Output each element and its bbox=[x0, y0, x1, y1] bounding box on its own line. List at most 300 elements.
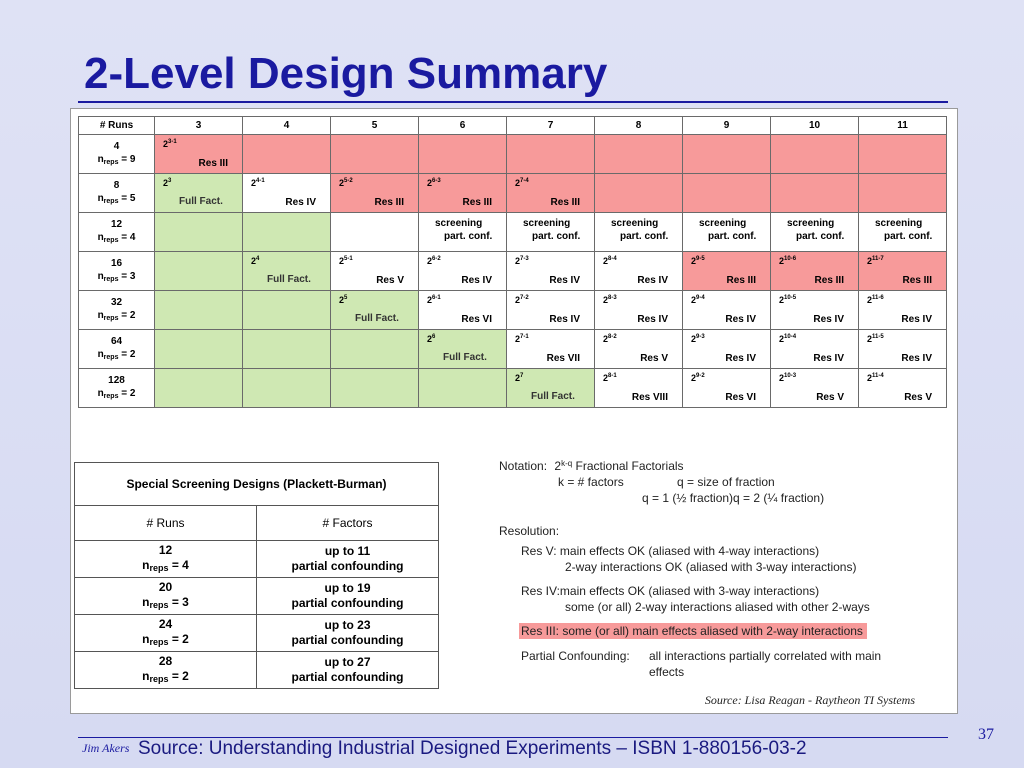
design-exponent: 7-4 bbox=[520, 178, 529, 184]
pb-runs: 24 bbox=[158, 616, 173, 631]
design-cell bbox=[243, 135, 331, 174]
design-notation: 2$^{8-3}$ bbox=[603, 295, 617, 305]
design-cell-content bbox=[507, 291, 594, 329]
design-cell bbox=[771, 135, 859, 174]
design-exponent: 3 bbox=[168, 178, 172, 184]
design-exponent: 9-3 bbox=[696, 334, 705, 340]
design-cell-content bbox=[859, 291, 946, 329]
design-cell bbox=[859, 252, 947, 291]
design-notation: 2$^{11-7}$ bbox=[867, 256, 884, 266]
reps-value: 5 bbox=[129, 192, 136, 204]
design-cell-content bbox=[243, 135, 330, 173]
design-exponent: 7 bbox=[520, 373, 524, 379]
design-exponent: 8-2 bbox=[608, 334, 617, 340]
design-cell-content bbox=[859, 174, 946, 212]
design-cell-content bbox=[859, 330, 946, 368]
res-iii-highlight: Res III: some (or all) main effects aliased with 2-way interactions bbox=[519, 623, 867, 639]
design-cell-content bbox=[243, 252, 330, 290]
design-cell-content bbox=[155, 213, 242, 251]
screening-text: screening bbox=[875, 218, 923, 229]
design-cell bbox=[243, 369, 331, 408]
pb-factors: up to 11 bbox=[324, 544, 371, 558]
pb-title: Special Screening Designs (Plackett-Burman) bbox=[75, 463, 439, 506]
image-source-credit: Source: Lisa Reagan - Raytheon TI Systems bbox=[704, 693, 915, 707]
design-cell-content bbox=[507, 174, 594, 212]
design-cell-content bbox=[331, 213, 418, 251]
reps-value: 3 bbox=[129, 270, 136, 282]
row-reps: $n_{reps} = 5$ bbox=[97, 192, 136, 205]
design-resolution: Res VI bbox=[461, 314, 492, 325]
pb-factors-cell bbox=[257, 652, 439, 689]
design-cell-content bbox=[331, 174, 418, 212]
design-cell bbox=[683, 174, 771, 213]
pb-runs-cell bbox=[75, 578, 257, 615]
pb-row bbox=[75, 541, 439, 578]
design-cell-content bbox=[683, 291, 770, 329]
pb-confounding: partial confounding bbox=[291, 633, 404, 647]
pb-factors-cell bbox=[257, 578, 439, 615]
pb-runs-cell bbox=[75, 652, 257, 689]
design-resolution: Res IV bbox=[725, 314, 756, 325]
design-cell-content bbox=[595, 291, 682, 329]
res-v-line-2: 2-way interactions OK (aliased with 3-way interactions) bbox=[565, 560, 857, 574]
design-cell bbox=[507, 135, 595, 174]
design-notation: 2$^{6-1}$ bbox=[427, 295, 441, 305]
design-notation: $2^5$ bbox=[339, 295, 348, 305]
design-notation: 2$^{9-5}$ bbox=[691, 256, 705, 266]
design-notation: 2$^{6-3}$ bbox=[427, 178, 441, 188]
row-header bbox=[79, 174, 155, 213]
row-header bbox=[79, 369, 155, 408]
design-notation: 2$^{9-4}$ bbox=[691, 295, 705, 305]
reps-subscript: reps bbox=[149, 562, 169, 573]
design-exponent: 9-4 bbox=[696, 295, 705, 301]
design-resolution: Res V bbox=[904, 392, 932, 403]
design-cell-content bbox=[683, 252, 770, 290]
pb-runs: 20 bbox=[158, 579, 173, 594]
design-cell bbox=[243, 213, 331, 252]
design-cell-content bbox=[419, 369, 506, 407]
design-cell bbox=[507, 213, 595, 252]
column-header: 7 bbox=[507, 117, 595, 135]
notation-rest: Fractional Factorials bbox=[572, 459, 684, 473]
design-exponent: 9-2 bbox=[696, 373, 705, 379]
design-exponent: 7-3 bbox=[520, 256, 529, 262]
design-resolution: Res III bbox=[726, 275, 756, 286]
design-resolution: Res IV bbox=[901, 353, 932, 364]
design-cell-content bbox=[683, 369, 770, 407]
design-resolution: Res IV bbox=[285, 197, 316, 208]
design-cell bbox=[771, 291, 859, 330]
design-notation: 2$^{11-4}$ bbox=[867, 373, 884, 383]
pb-reps-value: 4 bbox=[182, 557, 189, 572]
design-cell-content bbox=[859, 369, 946, 407]
design-resolution: Res V bbox=[376, 275, 404, 286]
design-cell bbox=[859, 330, 947, 369]
design-notation: $2^3$ bbox=[163, 178, 172, 188]
design-exponent: 6 bbox=[432, 334, 436, 340]
design-cell-content bbox=[243, 291, 330, 329]
content-panel bbox=[70, 108, 958, 714]
design-exponent: 7-1 bbox=[520, 334, 529, 340]
design-cell-content bbox=[331, 135, 418, 173]
screening-label bbox=[875, 217, 932, 243]
reps-subscript: reps bbox=[103, 314, 119, 322]
design-resolution: Res III bbox=[374, 197, 404, 208]
table-row bbox=[79, 135, 947, 174]
design-cell bbox=[331, 252, 419, 291]
design-cell bbox=[419, 135, 507, 174]
design-resolution: Full Fact. bbox=[179, 196, 223, 207]
pb-factors-cell bbox=[257, 541, 439, 578]
design-cell bbox=[243, 252, 331, 291]
design-resolution: Full Fact. bbox=[531, 391, 575, 402]
table-row bbox=[79, 291, 947, 330]
design-resolution: Res IV bbox=[637, 314, 668, 325]
design-cell-content bbox=[155, 369, 242, 407]
pb-runs: 28 bbox=[158, 653, 173, 668]
table-row bbox=[79, 369, 947, 408]
design-cell bbox=[331, 330, 419, 369]
pb-row bbox=[75, 615, 439, 652]
design-cell-content bbox=[507, 369, 594, 407]
screening-text: screening bbox=[699, 218, 747, 229]
design-notation: 2$^{7-3}$ bbox=[515, 256, 529, 266]
row-reps: $n_{reps} = 2$ bbox=[97, 348, 136, 361]
row-reps: $n_{reps} = 2$ bbox=[97, 309, 136, 322]
row-header bbox=[79, 135, 155, 174]
design-exponent: 4-1 bbox=[256, 178, 265, 184]
design-resolution: Full Fact. bbox=[443, 352, 487, 363]
design-cell-content bbox=[507, 330, 594, 368]
reps-subscript: reps bbox=[149, 636, 169, 647]
design-resolution: Res III bbox=[814, 275, 844, 286]
design-cell bbox=[859, 174, 947, 213]
slide-title: 2-Level Design Summary bbox=[84, 49, 608, 98]
reps-value: 2 bbox=[129, 309, 136, 321]
reps-value: 9 bbox=[129, 153, 136, 165]
design-resolution: Res III bbox=[462, 197, 492, 208]
design-exponent: 11-4 bbox=[872, 373, 884, 379]
row-reps: $n_{reps} = 4$ bbox=[97, 231, 136, 244]
design-exponent: 5-2 bbox=[344, 178, 353, 184]
design-cell-content bbox=[243, 213, 330, 251]
design-cell-content bbox=[155, 174, 242, 212]
column-header: 10 bbox=[771, 117, 859, 135]
design-cell bbox=[683, 330, 771, 369]
design-cell-content bbox=[419, 135, 506, 173]
design-exponent: 11-6 bbox=[872, 295, 884, 301]
design-cell bbox=[595, 252, 683, 291]
column-header: 9 bbox=[683, 117, 771, 135]
design-cell bbox=[859, 213, 947, 252]
pb-reps: $n_{reps} = 3$ bbox=[142, 594, 189, 610]
design-notation: 2$^{9-3}$ bbox=[691, 334, 705, 344]
pb-factors: up to 23 bbox=[324, 618, 371, 632]
design-notation: 2$^{11-6}$ bbox=[867, 295, 884, 305]
q-values: q = 1 (½ fraction)q = 2 (¼ fraction) bbox=[642, 491, 825, 505]
design-cell bbox=[419, 213, 507, 252]
design-notation: 2$^{5-1}$ bbox=[339, 256, 353, 266]
design-resolution: Res V bbox=[816, 392, 844, 403]
design-cell-content bbox=[507, 135, 594, 173]
design-cell bbox=[155, 213, 243, 252]
design-exponent: 6-2 bbox=[432, 256, 441, 262]
notation-base: 2 bbox=[554, 459, 562, 473]
design-cell bbox=[683, 213, 771, 252]
design-cell-content bbox=[683, 213, 770, 251]
design-exponent: 3-1 bbox=[168, 139, 177, 145]
row-runs: 12 bbox=[110, 218, 123, 230]
design-cell bbox=[243, 330, 331, 369]
resolution-label: Resolution: bbox=[499, 524, 560, 538]
design-cell-content bbox=[243, 369, 330, 407]
design-notation: 2$^{10-3}$ bbox=[779, 373, 797, 383]
design-resolution: Full Fact. bbox=[355, 313, 399, 324]
design-resolution: Res IV bbox=[813, 314, 844, 325]
pb-confounding: partial confounding bbox=[291, 670, 404, 684]
design-cell-content bbox=[331, 330, 418, 368]
column-header: 11 bbox=[859, 117, 947, 135]
partial-conf-text: part. conf. bbox=[444, 231, 493, 242]
author-name: Jim Akers bbox=[82, 741, 130, 755]
design-resolution: Res IV bbox=[549, 314, 580, 325]
design-cell bbox=[419, 330, 507, 369]
pb-reps-value: 2 bbox=[182, 631, 189, 646]
row-header bbox=[79, 252, 155, 291]
design-notation: $2^6$ bbox=[427, 334, 436, 344]
design-cell bbox=[595, 291, 683, 330]
row-runs: 32 bbox=[110, 296, 123, 308]
design-cell bbox=[419, 252, 507, 291]
design-cell bbox=[595, 330, 683, 369]
res-iv-line-2: some (or all) 2-way interactions aliased with other 2-ways bbox=[565, 600, 870, 614]
design-notation: 2$^{10-5}$ bbox=[779, 295, 797, 305]
design-cell bbox=[419, 291, 507, 330]
reps-subscript: reps bbox=[103, 392, 119, 400]
design-cell-content bbox=[243, 330, 330, 368]
design-cell-content bbox=[859, 213, 946, 251]
title-divider bbox=[78, 101, 948, 103]
k-definition: k = # factors bbox=[558, 475, 624, 489]
design-cell-content bbox=[419, 174, 506, 212]
design-notation: 2$^{7-4}$ bbox=[515, 178, 529, 188]
design-resolution: Res IV bbox=[549, 275, 580, 286]
design-exponent: 8-4 bbox=[608, 256, 617, 262]
design-notation: 2$^{4-1}$ bbox=[251, 178, 265, 188]
design-cell bbox=[507, 291, 595, 330]
column-header: 5 bbox=[331, 117, 419, 135]
design-cell-content bbox=[595, 213, 682, 251]
design-resolution: Res V bbox=[640, 353, 668, 364]
design-resolution: Res IV bbox=[461, 275, 492, 286]
table-row bbox=[79, 213, 947, 252]
design-cell bbox=[331, 135, 419, 174]
design-cell bbox=[155, 330, 243, 369]
row-reps: $n_{reps} = 2$ bbox=[97, 387, 136, 400]
design-cell-content bbox=[331, 252, 418, 290]
design-cell bbox=[595, 369, 683, 408]
design-cell-content bbox=[595, 252, 682, 290]
design-notation: 2$^{8-4}$ bbox=[603, 256, 617, 266]
screening-label bbox=[699, 217, 756, 243]
design-notation: 2$^{10-6}$ bbox=[779, 256, 797, 266]
design-cell bbox=[419, 174, 507, 213]
pb-reps: $n_{reps} = 4$ bbox=[142, 557, 189, 573]
design-cell bbox=[507, 369, 595, 408]
pb-runs-cell bbox=[75, 615, 257, 652]
partial-conf-text: part. conf. bbox=[532, 231, 581, 242]
row-runs: 4 bbox=[113, 140, 120, 152]
design-cell bbox=[595, 213, 683, 252]
pb-runs-cell bbox=[75, 541, 257, 578]
column-header: 3 bbox=[155, 117, 243, 135]
reps-subscript: reps bbox=[103, 158, 119, 166]
design-cell-content bbox=[771, 174, 858, 212]
reps-subscript: reps bbox=[149, 673, 169, 684]
design-cell-content bbox=[419, 291, 506, 329]
screening-text: screening bbox=[435, 218, 483, 229]
design-cell bbox=[155, 252, 243, 291]
design-resolution: Res III bbox=[550, 197, 580, 208]
res-iv-line-1: Res IV:main effects OK (aliased with 3-way interactions) bbox=[521, 584, 820, 598]
pb-runs: 12 bbox=[158, 542, 173, 557]
design-notation: $2^7$ bbox=[515, 373, 524, 383]
design-resolution: Res VIII bbox=[631, 392, 668, 403]
design-cell-content bbox=[771, 135, 858, 173]
row-header bbox=[79, 330, 155, 369]
design-cell-content bbox=[507, 252, 594, 290]
design-notation: $2^4$ bbox=[251, 256, 260, 266]
page-number: 37 bbox=[978, 726, 994, 743]
pb-col-factors: # Factors bbox=[257, 506, 439, 541]
design-resolution: Res III bbox=[902, 275, 932, 286]
design-cell-content bbox=[419, 330, 506, 368]
design-cell bbox=[155, 291, 243, 330]
pb-factors-cell bbox=[257, 615, 439, 652]
design-exponent: 11-7 bbox=[872, 256, 884, 262]
design-cell bbox=[771, 369, 859, 408]
design-cell bbox=[331, 174, 419, 213]
design-exponent: 10-5 bbox=[784, 295, 797, 301]
design-cell-content bbox=[155, 330, 242, 368]
design-cell-content bbox=[419, 213, 506, 251]
reps-value: 4 bbox=[129, 231, 136, 243]
partial-line-1: all interactions partially correlated with main bbox=[649, 649, 882, 663]
design-resolution: Res VII bbox=[546, 353, 580, 364]
design-cell-content bbox=[331, 369, 418, 407]
design-notation: 2$^{7-2}$ bbox=[515, 295, 529, 305]
table-row bbox=[79, 252, 947, 291]
row-reps: $n_{reps} = 9$ bbox=[97, 153, 136, 166]
design-notation: 2$^{10-4}$ bbox=[779, 334, 797, 344]
design-exponent: 6-3 bbox=[432, 178, 441, 184]
row-runs: 16 bbox=[110, 257, 123, 269]
table-header-row bbox=[79, 117, 947, 135]
design-cell-content bbox=[859, 252, 946, 290]
design-cell-content bbox=[595, 330, 682, 368]
design-exponent: 10-4 bbox=[784, 334, 797, 340]
design-exponent: 6-1 bbox=[432, 295, 441, 301]
design-resolution: Res IV bbox=[725, 353, 756, 364]
partial-line-2: effects bbox=[649, 665, 685, 679]
design-cell-content bbox=[155, 291, 242, 329]
design-cell bbox=[595, 135, 683, 174]
pb-factors: up to 19 bbox=[324, 581, 371, 595]
pb-row bbox=[75, 578, 439, 615]
design-cell-content bbox=[771, 252, 858, 290]
reps-subscript: reps bbox=[103, 353, 119, 361]
design-cell-content bbox=[683, 330, 770, 368]
partial-conf-text: part. conf. bbox=[884, 231, 933, 242]
pb-reps-value: 3 bbox=[182, 594, 189, 609]
design-exponent: 9-5 bbox=[696, 256, 705, 262]
design-cell bbox=[243, 291, 331, 330]
design-cell-content bbox=[771, 369, 858, 407]
pb-reps: $n_{reps} = 2$ bbox=[142, 668, 189, 684]
partial-conf-text: part. conf. bbox=[708, 231, 757, 242]
design-cell-content bbox=[683, 135, 770, 173]
design-notation: 2$^{8-1}$ bbox=[603, 373, 617, 383]
design-exponent: 10-3 bbox=[784, 373, 797, 379]
design-cell bbox=[419, 369, 507, 408]
reps-subscript: reps bbox=[103, 275, 119, 283]
design-cell-content bbox=[155, 252, 242, 290]
design-cell-content bbox=[331, 291, 418, 329]
row-runs: 128 bbox=[108, 374, 125, 386]
design-resolution: Res IV bbox=[637, 275, 668, 286]
design-cell-content bbox=[771, 330, 858, 368]
partial-conf-text: part. conf. bbox=[620, 231, 669, 242]
design-cell-content bbox=[771, 213, 858, 251]
design-cell-content bbox=[595, 135, 682, 173]
design-cell bbox=[155, 369, 243, 408]
pb-factors: up to 27 bbox=[324, 655, 371, 669]
design-resolution: Res III bbox=[198, 158, 228, 169]
design-cell bbox=[331, 369, 419, 408]
design-cell bbox=[771, 174, 859, 213]
design-exponent: 4 bbox=[256, 256, 260, 262]
design-cell-content bbox=[859, 135, 946, 173]
footer-source: Source: Understanding Industrial Designed Experiments – ISBN 1-880156-03-2 bbox=[138, 738, 807, 759]
screening-text: screening bbox=[523, 218, 571, 229]
pb-col-runs: # Runs bbox=[75, 506, 257, 541]
design-notation: 2$^{7-1}$ bbox=[515, 334, 529, 344]
design-exponent: 7-2 bbox=[520, 295, 529, 301]
partial-conf-text: part. conf. bbox=[796, 231, 845, 242]
design-cell bbox=[507, 330, 595, 369]
design-cell-content bbox=[683, 174, 770, 212]
pb-row bbox=[75, 652, 439, 689]
pb-confounding: partial confounding bbox=[291, 596, 404, 610]
reps-subscript: reps bbox=[149, 599, 169, 610]
design-cell bbox=[243, 174, 331, 213]
design-cell bbox=[771, 252, 859, 291]
design-exponent: 5-1 bbox=[344, 256, 353, 262]
corner-header: # Runs bbox=[79, 117, 155, 135]
design-cell bbox=[771, 330, 859, 369]
design-cell-content bbox=[595, 369, 682, 407]
table-row bbox=[79, 174, 947, 213]
screening-text: screening bbox=[611, 218, 659, 229]
design-resolution: Res IV bbox=[813, 353, 844, 364]
design-exponent: 10-6 bbox=[784, 256, 797, 262]
reps-subscript: reps bbox=[103, 197, 119, 205]
notation-exp: k-q bbox=[561, 459, 573, 468]
screening-text: screening bbox=[787, 218, 835, 229]
design-resolution: Res IV bbox=[901, 314, 932, 325]
screening-label bbox=[435, 217, 492, 243]
